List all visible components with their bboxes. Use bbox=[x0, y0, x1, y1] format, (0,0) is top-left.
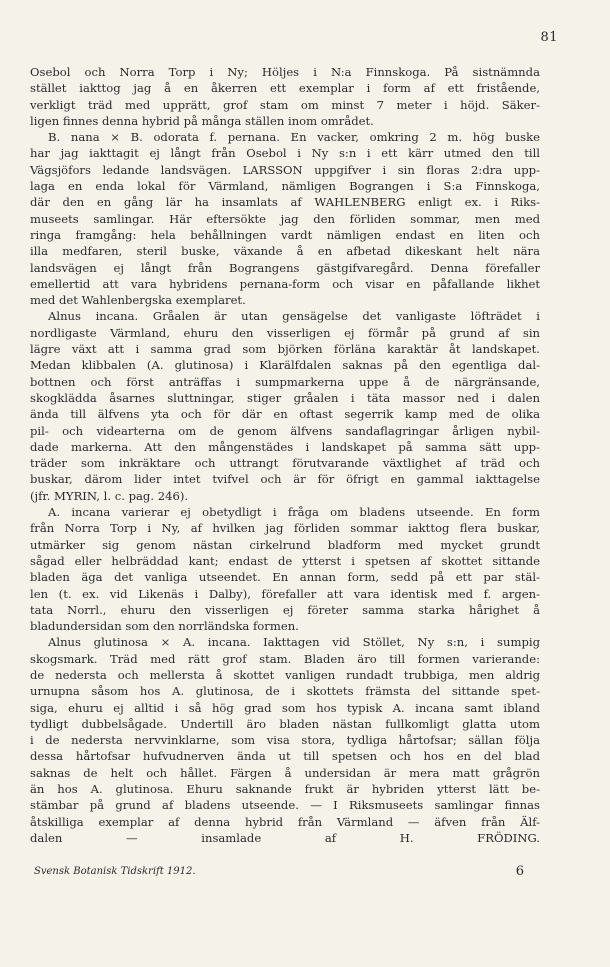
text-line: de nedersta och mellersta å skottet vanligen rundadt trubbiga, men aldrig bbox=[30, 667, 540, 682]
page-number: 81 bbox=[540, 30, 558, 45]
text-line: pil- och videarterna om de genom älfvens sandaflagringar årligen nybil- bbox=[30, 423, 540, 438]
text-line: illa medfaren, steril buske, växande å en afbetad dikeskant helt nära bbox=[30, 244, 540, 259]
text-line: A. incana varierar ej obetydligt i fråga om bladens utseende. En form bbox=[48, 505, 540, 520]
text-line: lägre växt att i samma grad som björken förläna karaktär åt landskapet. bbox=[30, 342, 540, 357]
text-line: len (t. ex. vid Likenäs i Dalby), förefaller att vara identisk med f. argen- bbox=[30, 586, 540, 601]
text-line: siga, ehuru ej alltid i så hög grad som hos typisk A. incana samt ibland bbox=[30, 700, 540, 715]
text-line: åtskilliga exemplar af denna hybrid från Värmland — äfven från Älf- bbox=[30, 814, 540, 829]
text-line: har jag iakttagit ej långt från Osebol i Ny s:n i ett kärr utmed den till bbox=[30, 146, 540, 161]
text-line: ligen finnes denna hybrid på många ställen inom området. bbox=[30, 113, 374, 128]
text-line: Alnus glutinosa × A. incana. Iakttagen vid Stöllet, Ny s:n, i sumpig bbox=[48, 635, 540, 650]
text-line: emellertid att vara hybridens pernana-form och visar en påfallande likhet bbox=[30, 276, 540, 291]
text-line: Osebol och Norra Torp i Ny; Höljes i N:a Finnskoga. På sistnämnda bbox=[30, 65, 540, 79]
text-line: utmärker sig genom nästan cirkelrund bladform med mycket grundt bbox=[30, 537, 540, 552]
text-line: laga en enda lokal för Värmland, nämligen Bograngen i S:a Finnskoga, bbox=[30, 179, 540, 194]
text-line: (jfr. MYRIN, l. c. pag. 246). bbox=[30, 488, 189, 503]
text-line: Medan klibbalen (A. glutinosa) i Klarälfdalen saknas på den egentliga dal- bbox=[30, 358, 540, 373]
text-line: ringa framgång: hela behållningen vardt nämligen endast en liten och bbox=[30, 227, 540, 242]
text-line: sågad eller helbräddad kant; endast de ytterst i spetsen af skottet sittande bbox=[30, 553, 540, 568]
sheet-number: 6 bbox=[515, 864, 524, 879]
text-line: med det Wahlenbergska exemplaret. bbox=[30, 293, 246, 308]
text-line: från Norra Torp i Ny, af hvilken jag förliden sommar iakttog flera buskar, bbox=[30, 521, 540, 536]
text-line: än hos A. glutinosa. Ehuru saknande frukt är hybriden ytterst lätt be- bbox=[30, 782, 540, 797]
text-line: i de nedersta nervvinklarne, som visa stora, tydliga hårtofsar; sällan följa bbox=[30, 733, 540, 748]
text-line: dade markerna. Att den mångenstädes i landskapet på samma sätt upp- bbox=[30, 439, 540, 454]
text-line: stämbar på grund af bladens utseende. — I Riksmuseets samlingar finnas bbox=[30, 798, 540, 813]
text-line: landsvägen ej långt från Bograngens gästgifvaregård. Denna förefaller bbox=[30, 260, 540, 275]
text-line: saknas de helt och hållet. Färgen å undersidan är mera matt grågrön bbox=[30, 765, 540, 780]
text-line: skogsmark. Träd med rätt grof stam. Bladen äro till formen varierande: bbox=[30, 651, 540, 666]
text-line: där den en gång lär ha insamlats af WAHLENBERG enligt ex. i Riks- bbox=[30, 195, 540, 210]
text-line: bladen äga det vanliga utseendet. En annan form, sedd på ett par stäl- bbox=[30, 570, 540, 585]
body-text bbox=[30, 64, 540, 846]
text-line: skogklädda åsarnes sluttningar, stiger gråalen i täta massor ned i dalen bbox=[30, 390, 540, 405]
text-line: Vägsjöfors ledande landsvägen. LARSSON uppgifver i sin floras 2:dra upp- bbox=[30, 162, 540, 177]
text-line: urnupna såsom hos A. glutinosa, de i skottets främsta del sittande spet- bbox=[30, 684, 540, 699]
text-line: B. nana × B. odorata f. pernana. En vacker, omkring 2 m. hög buske bbox=[48, 130, 540, 145]
text-line: buskar, därom lider intet tvifvel och är för öfrigt en gammal iakttagelse bbox=[30, 472, 540, 487]
text-line: verkligt träd med upprätt, grof stam om minst 7 meter i höjd. Säker- bbox=[30, 97, 540, 112]
text-line: bladundersidan som den norrländska formen. bbox=[30, 619, 299, 634]
text-line: Alnus incana. Gråalen är utan gensägelse det vanligaste löfträdet i bbox=[48, 309, 540, 324]
text-line: träder som inkräktare och uttrangt förutvarande växtlighet af träd och bbox=[30, 456, 540, 471]
text-line: tydligt dubbelsågade. Undertill äro bladen nästan fullkomligt glatta utom bbox=[30, 716, 540, 731]
footer-journal: Svensk Botanisk Tidskrift 1912. bbox=[34, 866, 196, 877]
text-line: bottnen och först anträffas i sumpmarkerna uppe å de närgränsande, bbox=[30, 374, 540, 389]
text-line: stället iakttog jag å en åkerren ett exemplar i form af ett fristående, bbox=[30, 81, 540, 96]
text-line: tata Norrl., ehuru den visserligen ej företer samma starka hårighet å bbox=[30, 602, 540, 617]
text-line: nordligaste Värmland, ehuru den visserligen ej förmår på grund af sin bbox=[30, 325, 540, 340]
text-line: dessa hårtofsar hufvudnerven ända ut till spetsen och hos en del blad bbox=[30, 749, 540, 764]
text-line: dalen — insamlade af H. FRÖDING. bbox=[30, 830, 540, 845]
text-line: museets samlingar. Här eftersökte jag den förliden sommar, men med bbox=[30, 211, 540, 226]
text-line: ända till älfvens yta och för där en oftast segerrik kamp med de olika bbox=[30, 407, 540, 422]
